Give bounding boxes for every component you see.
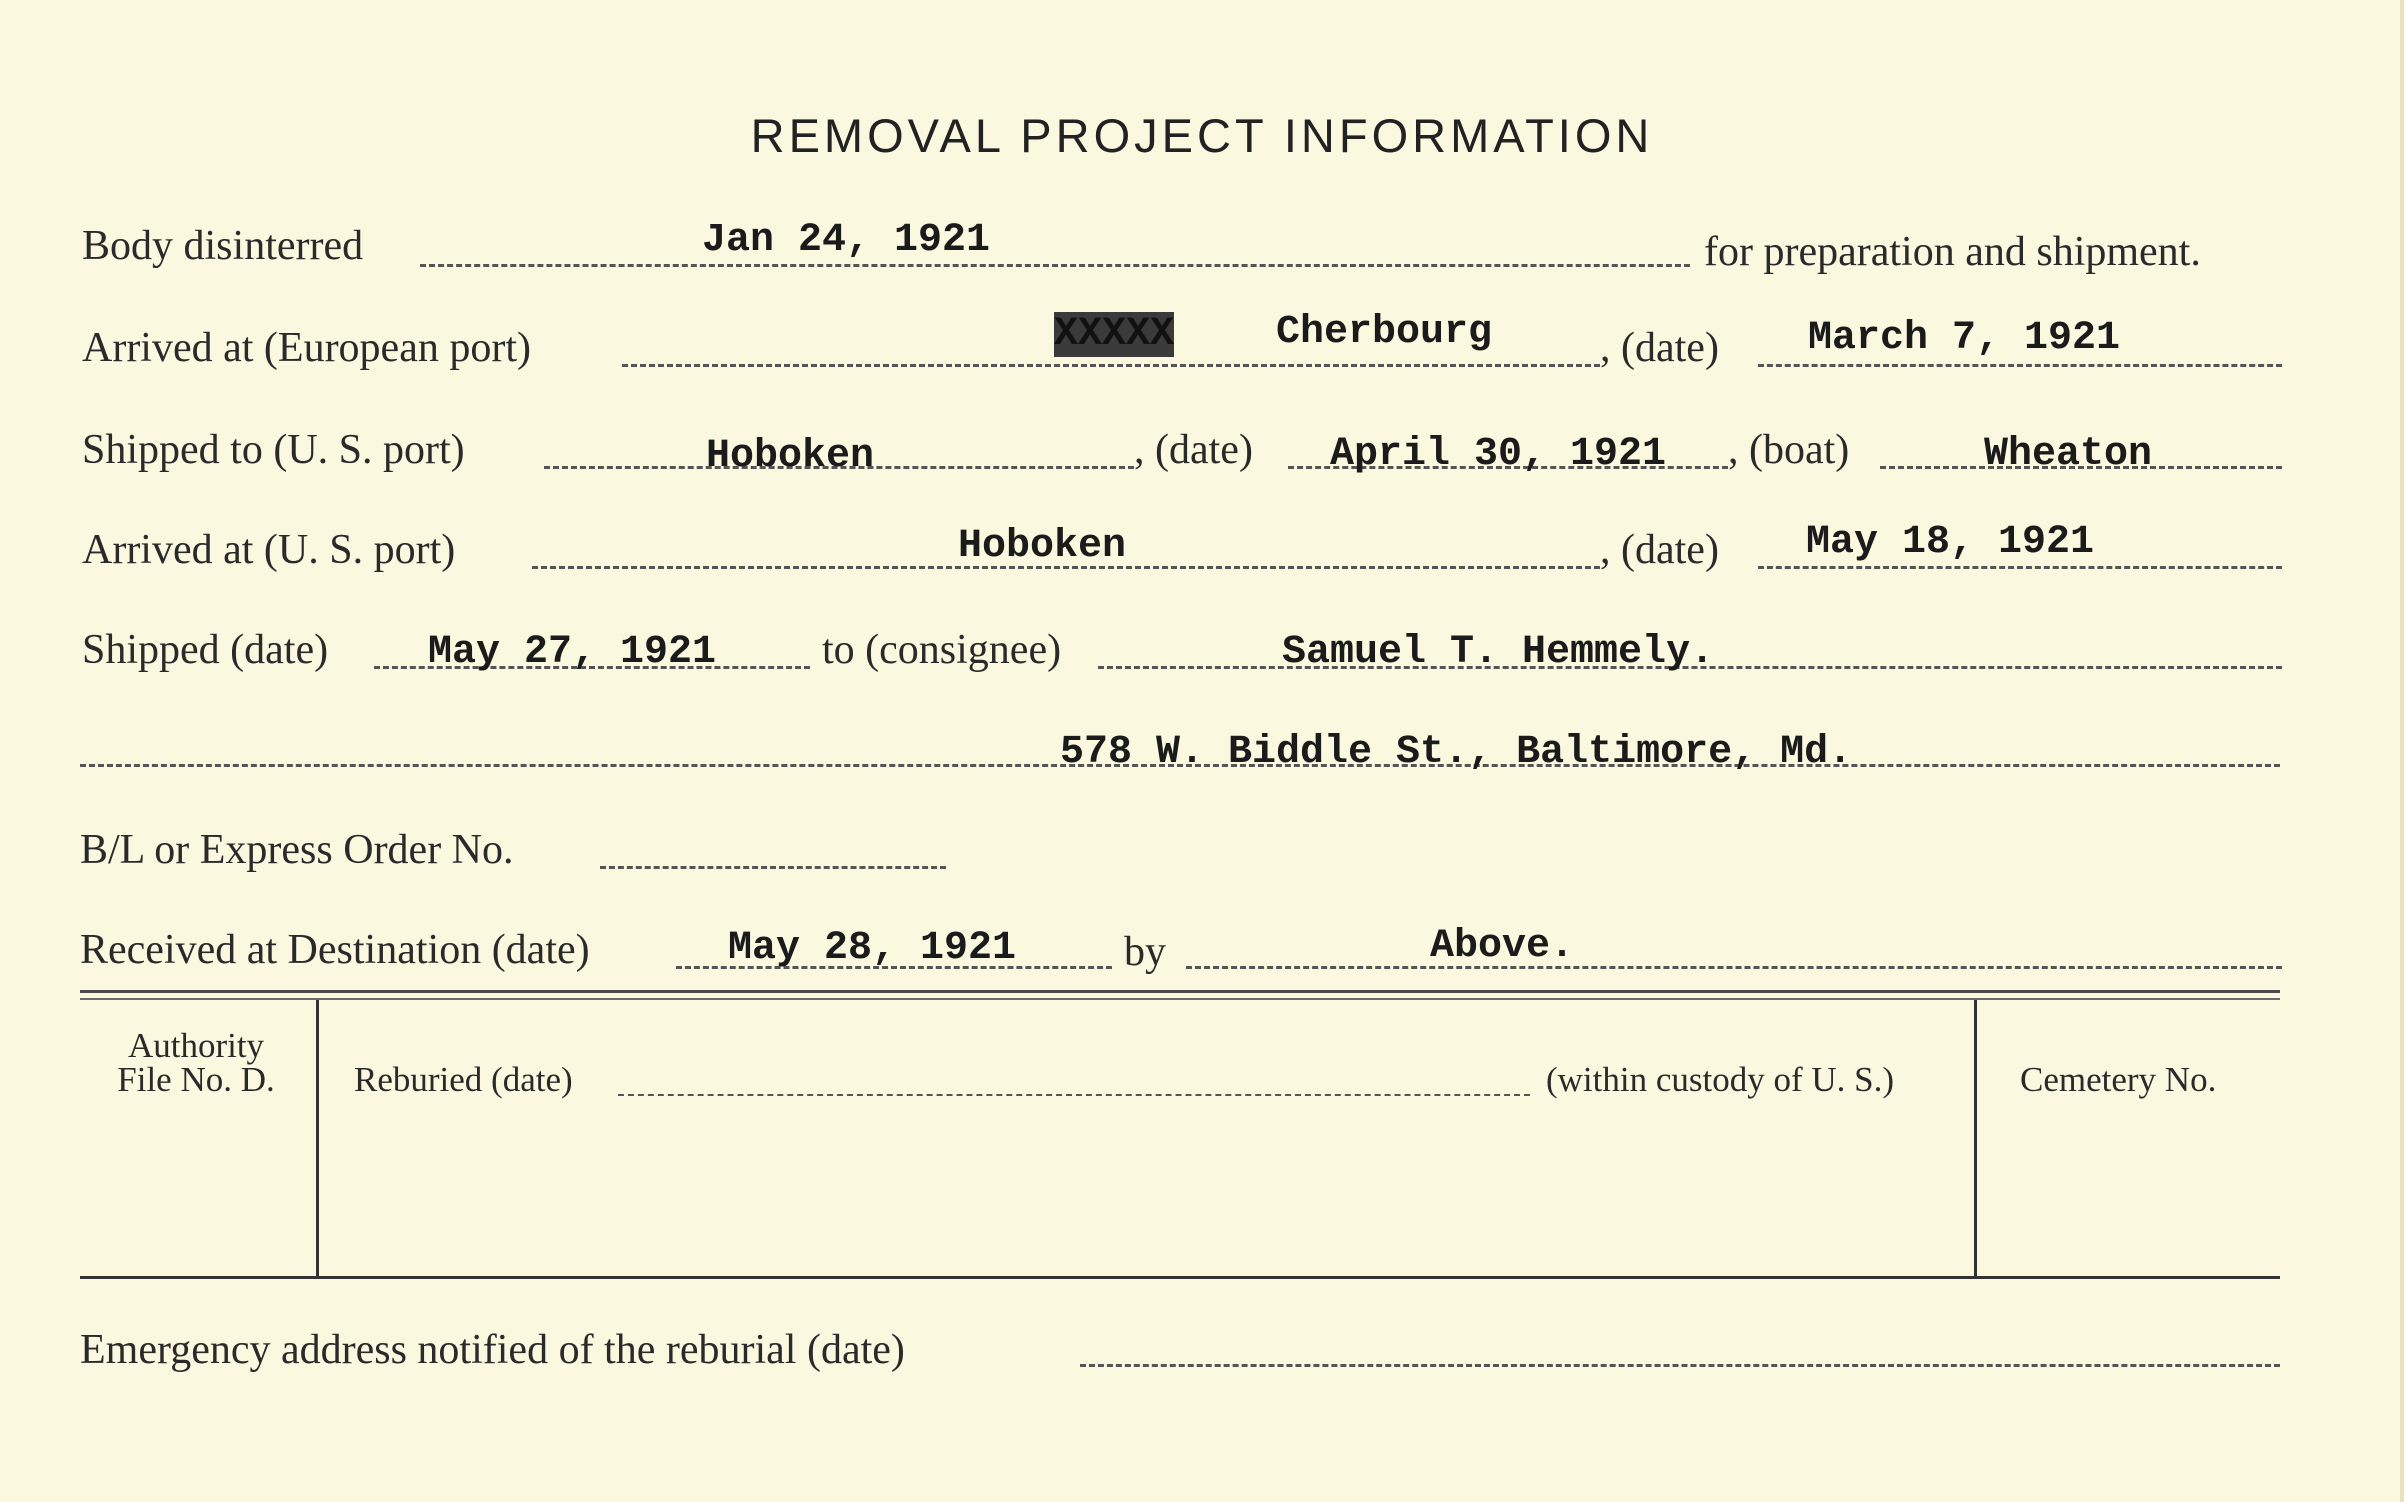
shipped-to-value: Hoboken: [706, 434, 875, 479]
table-bottom-rule: [80, 1276, 2280, 1279]
received-label: Received at Destination (date): [80, 927, 590, 973]
received-by-line: [1186, 966, 2282, 969]
european-date-line: [1758, 364, 2282, 367]
shipped-date-value: April 30, 1921: [1330, 432, 1667, 477]
received-by-value: Above.: [1430, 924, 1575, 969]
emergency-label: Emergency address notified of the reburial (date): [80, 1327, 905, 1373]
reburied-label: Reburied (date): [354, 1060, 573, 1099]
cemetery-divider: [1974, 1000, 1977, 1276]
body-disinterred-line: [420, 264, 1690, 267]
emergency-line: [1080, 1364, 2280, 1367]
authority-label-1: Authority: [127, 1026, 265, 1065]
us-port-value: Hoboken: [958, 524, 1127, 569]
table-top-rule-inner: [80, 998, 2280, 1000]
european-port-line: [622, 364, 1600, 367]
us-port-label: Arrived at (U. S. port): [82, 527, 456, 573]
european-port-label: Arrived at (European port): [82, 325, 531, 371]
card-title: REMOVAL PROJECT INFORMATION: [750, 109, 1654, 162]
bl-order-label: B/L or Express Order No.: [80, 827, 514, 873]
consignee-address: 578 W. Biddle St., Baltimore, Md.: [1060, 730, 1853, 775]
european-port-value: Cherbourg: [1276, 310, 1493, 355]
custody-label: (within custody of U. S.): [1546, 1060, 1895, 1099]
authority-divider: [316, 1000, 319, 1276]
shipped-date-row-value: May 27, 1921: [428, 630, 717, 675]
body-disinterred-value: Jan 24, 1921: [702, 218, 991, 263]
reburied-line: [618, 1094, 1530, 1096]
us-date-label: , (date): [1600, 527, 1719, 573]
us-date-value: May 18, 1921: [1806, 520, 2095, 565]
body-disinterred-label: Body disinterred: [82, 223, 364, 269]
consignee-value: Samuel T. Hemmely.: [1282, 630, 1715, 675]
boat-value: Wheaton: [1984, 432, 2153, 477]
shipped-to-label: Shipped to (U. S. port): [82, 427, 465, 473]
us-date-line: [1758, 566, 2282, 569]
consignee-label: to (consignee): [822, 627, 1062, 673]
received-date-value: May 28, 1921: [728, 926, 1017, 971]
european-date-value: March 7, 1921: [1808, 316, 2121, 361]
preparation-suffix: for preparation and shipment.: [1704, 229, 2201, 275]
table-top-rule: [80, 990, 2280, 993]
struck-out-text: XXXXX: [1054, 312, 1175, 357]
received-by-label: by: [1124, 929, 1166, 975]
authority-label-2: File No. D.: [117, 1060, 275, 1099]
european-date-label: , (date): [1600, 325, 1719, 371]
shipped-date-label: , (date): [1134, 427, 1253, 473]
boat-label: , (boat): [1728, 427, 1850, 473]
bl-order-line: [600, 866, 946, 869]
shipped-date-row-label: Shipped (date): [82, 627, 329, 673]
cemetery-label: Cemetery No.: [2020, 1060, 2217, 1099]
